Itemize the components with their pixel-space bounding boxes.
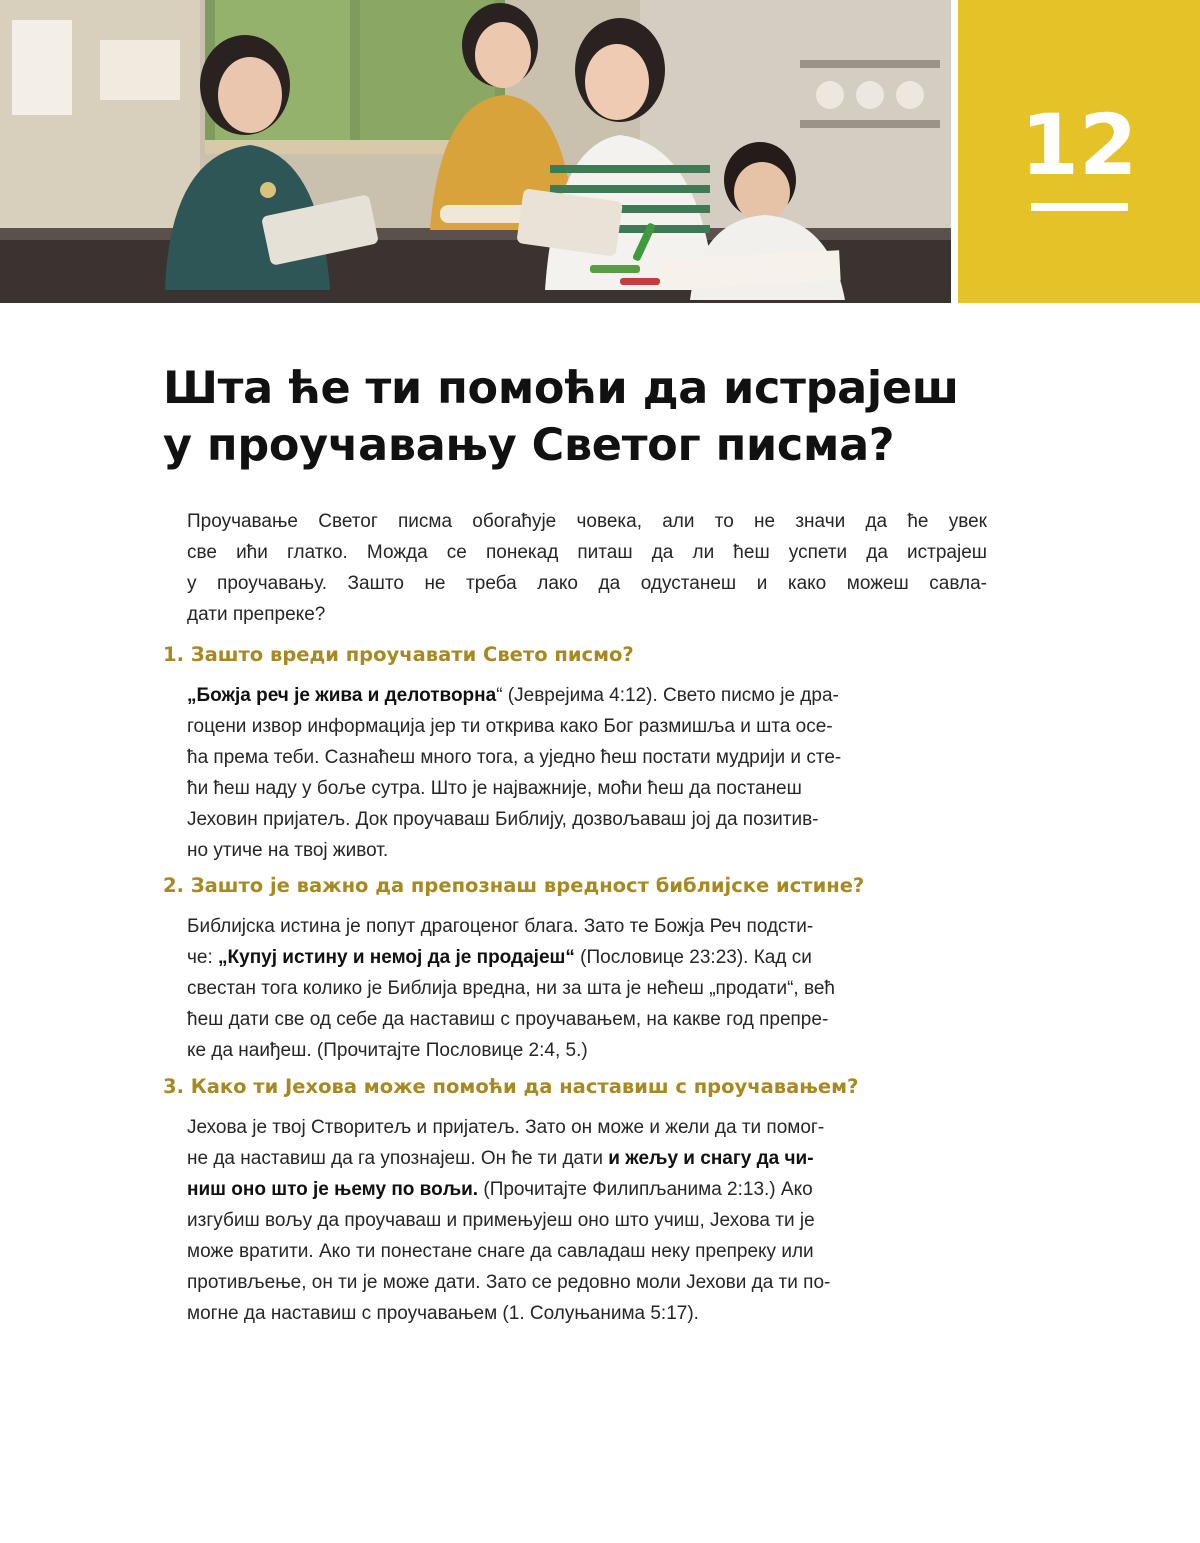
answer-line: Јехова је твој Створитељ и пријатељ. Зато он може и жели да ти помог- <box>187 1117 825 1138</box>
answer-line <box>187 1143 987 1174</box>
answer-line: свестан тога колико је Библија вредна, ни за шта је нећеш „продати“, већ <box>187 978 835 999</box>
answer-line: ћи ћеш наду у боље сутра. Што је најважније, моћи ћеш да постанеш <box>187 778 802 799</box>
answer-line: противљење, он ти је може дати. Зато се редовно моли Јехови да ти по- <box>187 1272 831 1293</box>
answer-text: не да наставиш да га упознајеш. Он ће ти дати <box>187 1148 609 1169</box>
answer-text: (Прочитајте Филипљанима 2:13.) Ако <box>478 1179 813 1200</box>
question-heading-1: 1. Зашто вреди проучавати Свето писмо? <box>163 643 634 666</box>
intro-line: Проучавање Светог писма обогаћује човека, али то не значи да ће увек <box>187 511 987 532</box>
scripture-quote: ниш оно што је њему по вољи. <box>187 1179 479 1200</box>
scripture-quote: „Божја реч је жива и делотворна <box>187 685 497 706</box>
answer-line: гоцени извор информација јер ти открива како Бог размишља и шта осе- <box>187 716 833 737</box>
answer-line <box>187 942 987 973</box>
answer-text: че: <box>187 947 219 968</box>
answer-paragraph-1 <box>187 680 987 866</box>
question-heading-3: 3. Како ти Јехова може помоћи да наставиш с проучавањем? <box>163 1075 859 1098</box>
chapter-number: 12 <box>1020 96 1138 194</box>
answer-line: изгубиш вољу да проучаваш и примењујеш оно што учиш, Јехова ти је <box>187 1210 815 1231</box>
intro-line: дати препреке? <box>187 604 326 625</box>
scripture-quote: и жељу и снагу да чи- <box>608 1148 814 1169</box>
answer-line: но утиче на твој живот. <box>187 840 389 861</box>
answer-line: ћеш дати све од себе да наставиш с проучавањем, на какве год препре- <box>187 1009 829 1030</box>
answer-line <box>187 1174 987 1205</box>
answer-text: “ (Јеврејима 4:12). Свето писмо је дра- <box>496 685 839 706</box>
answer-line: ке да наиђеш. (Прочитајте Пословице 2:4, 5.) <box>187 1040 588 1061</box>
intro-line: у проучавању. Зашто не треба лако да одустанеш и како можеш савла- <box>187 573 987 594</box>
answer-line: Јеховин пријатељ. Док проучаваш Библију, дозвољаваш јој да позитив- <box>187 809 819 830</box>
answer-line: Библијска истина је попут драгоценог блага. Зато те Божја Реч подсти- <box>187 916 814 937</box>
answer-paragraph-2 <box>187 911 987 1066</box>
hero-photo <box>0 0 951 303</box>
answer-line <box>187 680 987 711</box>
answer-text: (Пословице 23:23). Кад си <box>574 947 812 968</box>
question-heading-2: 2. Зашто је важно да препознаш вредност библијске истине? <box>163 874 865 897</box>
chapter-badge <box>958 0 1200 303</box>
chapter-underline <box>1031 203 1128 211</box>
answer-line: може вратити. Ако ти понестане снаге да савладаш неку препреку или <box>187 1241 814 1262</box>
answer-line: могне да наставиш с проучавањем (1. Солуњанима 5:17). <box>187 1303 699 1324</box>
scripture-quote: „Купуј истину и немој да је продајеш“ <box>218 947 575 968</box>
title-line: у проучавању Светог писма? <box>163 420 895 471</box>
page-title <box>163 360 1023 474</box>
intro-line: све ићи глатко. Можда се понекад питаш да ли ћеш успети да истрајеш <box>187 542 987 563</box>
family-study-illustration <box>0 0 951 303</box>
intro-paragraph <box>187 506 987 630</box>
answer-paragraph-3 <box>187 1112 987 1329</box>
answer-line: ћа према теби. Сазнаћеш много тога, а уједно ћеш постати мудрији и сте- <box>187 747 842 768</box>
title-line: Шта ће ти помоћи да истрајеш <box>163 363 959 414</box>
